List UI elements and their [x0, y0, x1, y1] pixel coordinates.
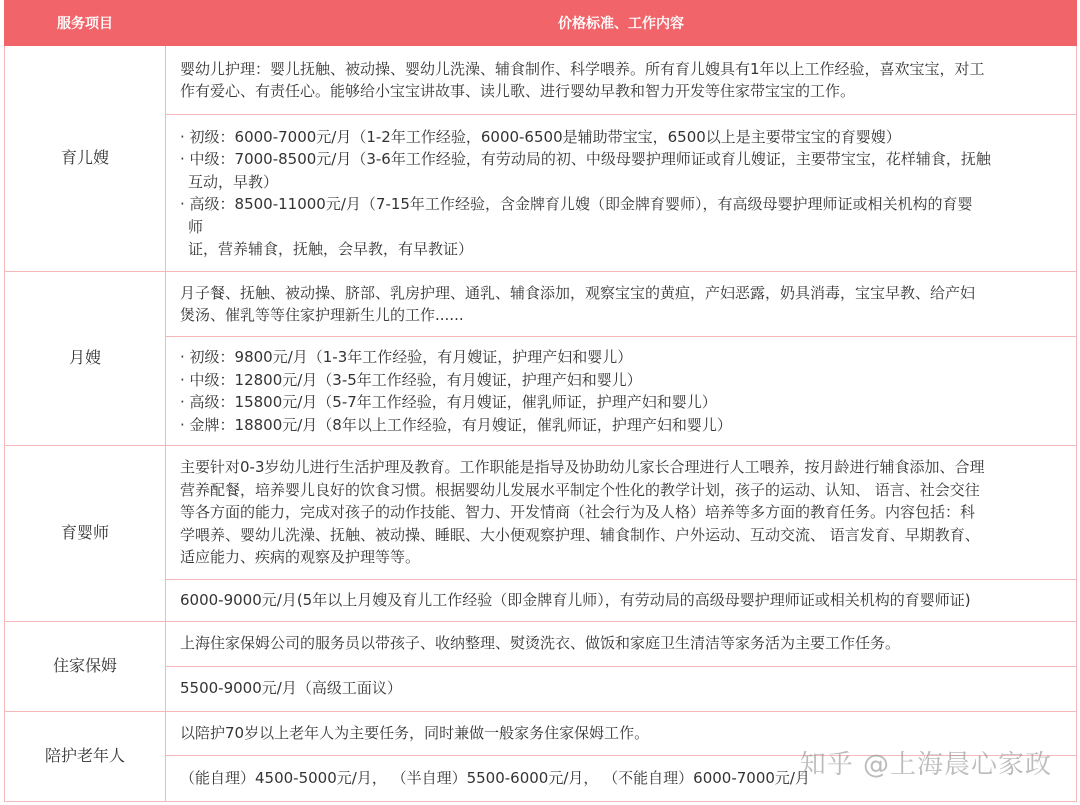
- service-name: 月嫂: [5, 272, 166, 446]
- text-line: 煲汤、催乳等等住家护理新生儿的工作......: [180, 306, 464, 324]
- text-line: 适应能力、疾病的观察及护理等等。: [180, 548, 421, 567]
- price-standard: [166, 115, 1077, 272]
- text-line: · 高级：8500-11000元/月（7-15年工作经验，含金牌育儿嫂（即金牌育婴师），有高级母婴护理师证或相关机构的育婴: [180, 195, 973, 213]
- service-description: [166, 446, 1077, 580]
- text-line: 以陪护70岁以上老年人为主要任务，同时兼做一般家务住家保姆工作。: [180, 723, 650, 742]
- service-description: [166, 272, 1077, 337]
- text-line: · 高级：15800元/月（5-7年工作经验，有月嫂证，催乳师证，护理产妇和婴儿）: [180, 393, 717, 411]
- text-line: 主要针对0-3岁幼儿进行生活护理及教育。工作职能是指导及协助幼儿家长合理进行人工喂养，按月龄进行辅食添加、合理: [180, 458, 985, 477]
- zhihu-watermark: 知乎 @上海晨心家政: [799, 750, 1052, 780]
- table-row: [5, 337, 1077, 446]
- service-name: 育婴师: [5, 446, 166, 622]
- text-line: · 中级：12800元/月（3-5年工作经验，有月嫂证，护理产妇和婴儿）: [180, 370, 642, 389]
- text-line: 师: [188, 217, 204, 236]
- text-line: 5500-9000元/月（高级工面议）: [180, 679, 402, 698]
- service-price-table: [4, 0, 1077, 802]
- table-row: [5, 666, 1077, 711]
- header-price-content: 价格标准、工作内容: [166, 1, 1077, 46]
- text-line: 等各方面的能力，完成对孩子的动作技能、智力、开发情商（社会行为及人格）培养等多方面的教育任务。内容包括：科: [180, 503, 976, 522]
- table-header-row: [5, 1, 1077, 46]
- table-row: [5, 580, 1077, 622]
- price-standard: [166, 666, 1077, 711]
- service-name: 住家保姆: [5, 621, 166, 711]
- text-line: · 初级：9800元/月（1-3年工作经验，有月嫂证，护理产妇和婴儿）: [180, 348, 633, 366]
- text-line: 作有爱心、有责任心。能够给小宝宝讲故事、读儿歌、进行婴幼早教和智力开发等住家带宝宝的工作。: [180, 82, 856, 100]
- text-line: 证，营养辅食，抚触，会早教，有早教证）: [188, 240, 474, 258]
- service-name: 陪护老年人: [5, 711, 166, 801]
- text-line: · 中级：7000-8500元/月（3-6年工作经验，有劳动局的初、中级母婴护理师证或育儿嫂证，主要带宝宝，花样辅食，抚触: [180, 150, 991, 168]
- text-line: 婴幼儿护理：婴儿抚触、被动操、婴幼儿洗澡、辅食制作、科学喂养。所有育儿嫂具有1年以上工作经验，喜欢宝宝，对工: [180, 59, 985, 78]
- table-row: [5, 446, 1077, 580]
- table-row: [5, 272, 1077, 337]
- service-description: [166, 621, 1077, 666]
- service-name: 育儿嫂: [5, 46, 166, 272]
- text-line: · 初级：6000-7000元/月（1-2年工作经验，6000-6500是辅助带宝宝，6500以上是主要带宝宝的育婴嫂）: [180, 127, 901, 146]
- table-row: [5, 115, 1077, 272]
- price-standard: [166, 337, 1077, 446]
- price-standard: [166, 580, 1077, 622]
- table-row: [5, 621, 1077, 666]
- text-line: 学喂养、婴幼儿洗澡、抚触、被动操、睡眠、大小便观察护理、辅食制作、户外运动、互动交流、 语言发育、早期教育、: [180, 525, 980, 544]
- text-line: · 金牌：18800元/月（8年以上工作经验，有月嫂证，催乳师证，护理产妇和婴儿）: [180, 415, 732, 434]
- text-line: 营养配餐，培养婴儿良好的饮食习惯。根据婴幼儿发展水平制定个性化的教学计划，孩子的运动、认知、 语言、社会交往: [180, 480, 980, 499]
- table-row: [5, 46, 1077, 115]
- text-line: 互动，早教）: [188, 172, 279, 191]
- text-line: 月子餐、抚触、被动操、脐部、乳房护理、通乳、辅食添加，观察宝宝的黄疸，产妇恶露，奶具消毒，宝宝早教、给产妇: [180, 283, 976, 302]
- text-line: 6000-9000元/月(5年以上月嫂及育儿工作经验（即金牌育儿师），有劳动局的高级母婴护理师证或相关机构的育婴师证): [180, 591, 971, 609]
- text-line: 上海住家保姆公司的服务员以带孩子、收纳整理、熨烫洗衣、做饭和家庭卫生清洁等家务活为主要工作任务。: [180, 634, 901, 653]
- service-description: [166, 46, 1077, 115]
- header-service-item: 服务项目: [5, 1, 166, 46]
- text-line: （能自理）4500-5000元/月， （半自理）5500-6000元/月， （不能自理）6000-7000元/月: [180, 768, 810, 787]
